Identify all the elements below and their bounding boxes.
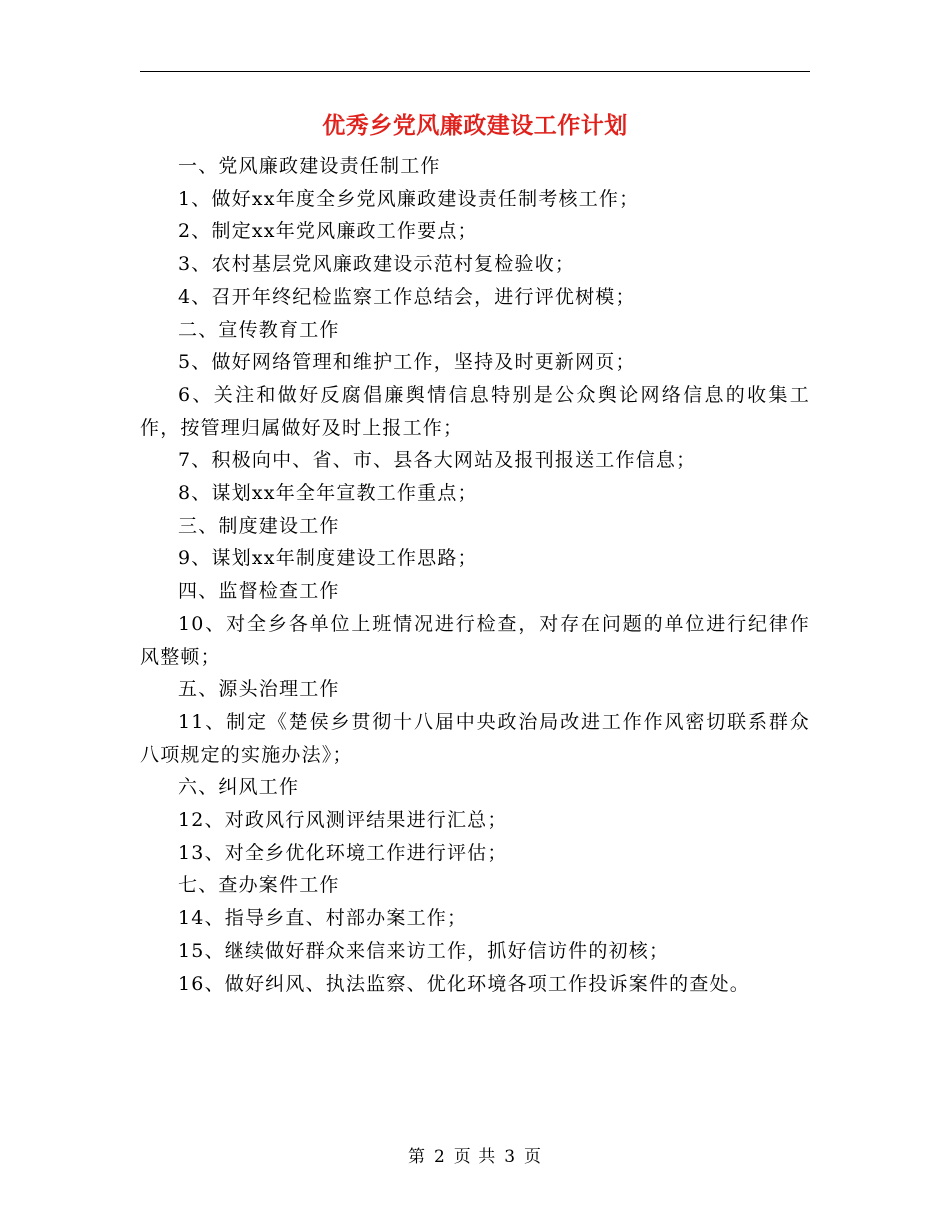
body-paragraph: 5、做好网络管理和维护工作，坚持及时更新网页； [178,351,636,374]
section-heading: 六、纠风工作 [178,776,300,799]
body-paragraph: 10、对全乡各单位上班情况进行检查，对存在问题的单位进行纪律作风整顿； [140,612,810,668]
page-footer [0,1145,950,1169]
header-rule [140,71,810,72]
section-heading: 五、源头治理工作 [178,678,340,701]
section-heading: 二、宣传教育工作 [178,318,340,341]
total-page-count: 3 [504,1147,517,1167]
body-paragraph: 16、做好纠风、执法监察、优化环境各项工作投诉案件的查处。 [178,972,750,995]
body-paragraph: 9、谋划xx年制度建设工作思路； [178,547,478,570]
page-label-suffix: 页 [524,1147,543,1167]
document-title: 优秀乡党风廉政建设工作计划 [322,112,628,139]
body-paragraph: 4、召开年终纪检监察工作总结会，进行评优树模； [178,285,636,308]
body-paragraph: 12、对政风行风测评结果进行汇总； [178,809,508,832]
page-label-middle: 页 共 [453,1147,497,1167]
section-heading: 三、制度建设工作 [178,514,340,537]
body-paragraph: 8、谋划xx年全年宣教工作重点； [178,482,478,505]
body-paragraph: 15、继续做好群众来信来访工作，抓好信访件的初核； [178,939,670,962]
body-paragraph: 6、关注和做好反腐倡廉舆情信息特别是公众舆论网络信息的收集工作，按管理归属做好及时上报工作； [140,383,810,439]
body-paragraph: 1、做好xx年度全乡党风廉政建设责任制考核工作； [178,187,640,210]
current-page-number: 2 [433,1147,446,1167]
body-paragraph: 7、积极向中、省、市、县各大网站及报刊报送工作信息； [178,449,697,472]
section-heading: 四、监督检查工作 [178,580,340,603]
body-paragraph: 3、农村基层党风廉政建设示范村复检验收； [178,253,576,276]
body-paragraph: 2、制定xx年党风廉政工作要点； [178,220,478,243]
body-paragraph: 14、指导乡直、村部办案工作； [178,907,468,930]
page-label-prefix: 第 [407,1147,426,1167]
body-paragraph: 13、对全乡优化环境工作进行评估； [178,841,508,864]
section-heading: 一、党风廉政建设责任制工作 [178,155,441,177]
document-body [140,150,810,1000]
body-paragraph: 11、制定《楚侯乡贯彻十八届中央政治局改进工作作风密切联系群众八项规定的实施办法》； [140,710,810,766]
section-heading: 七、查办案件工作 [178,874,340,897]
